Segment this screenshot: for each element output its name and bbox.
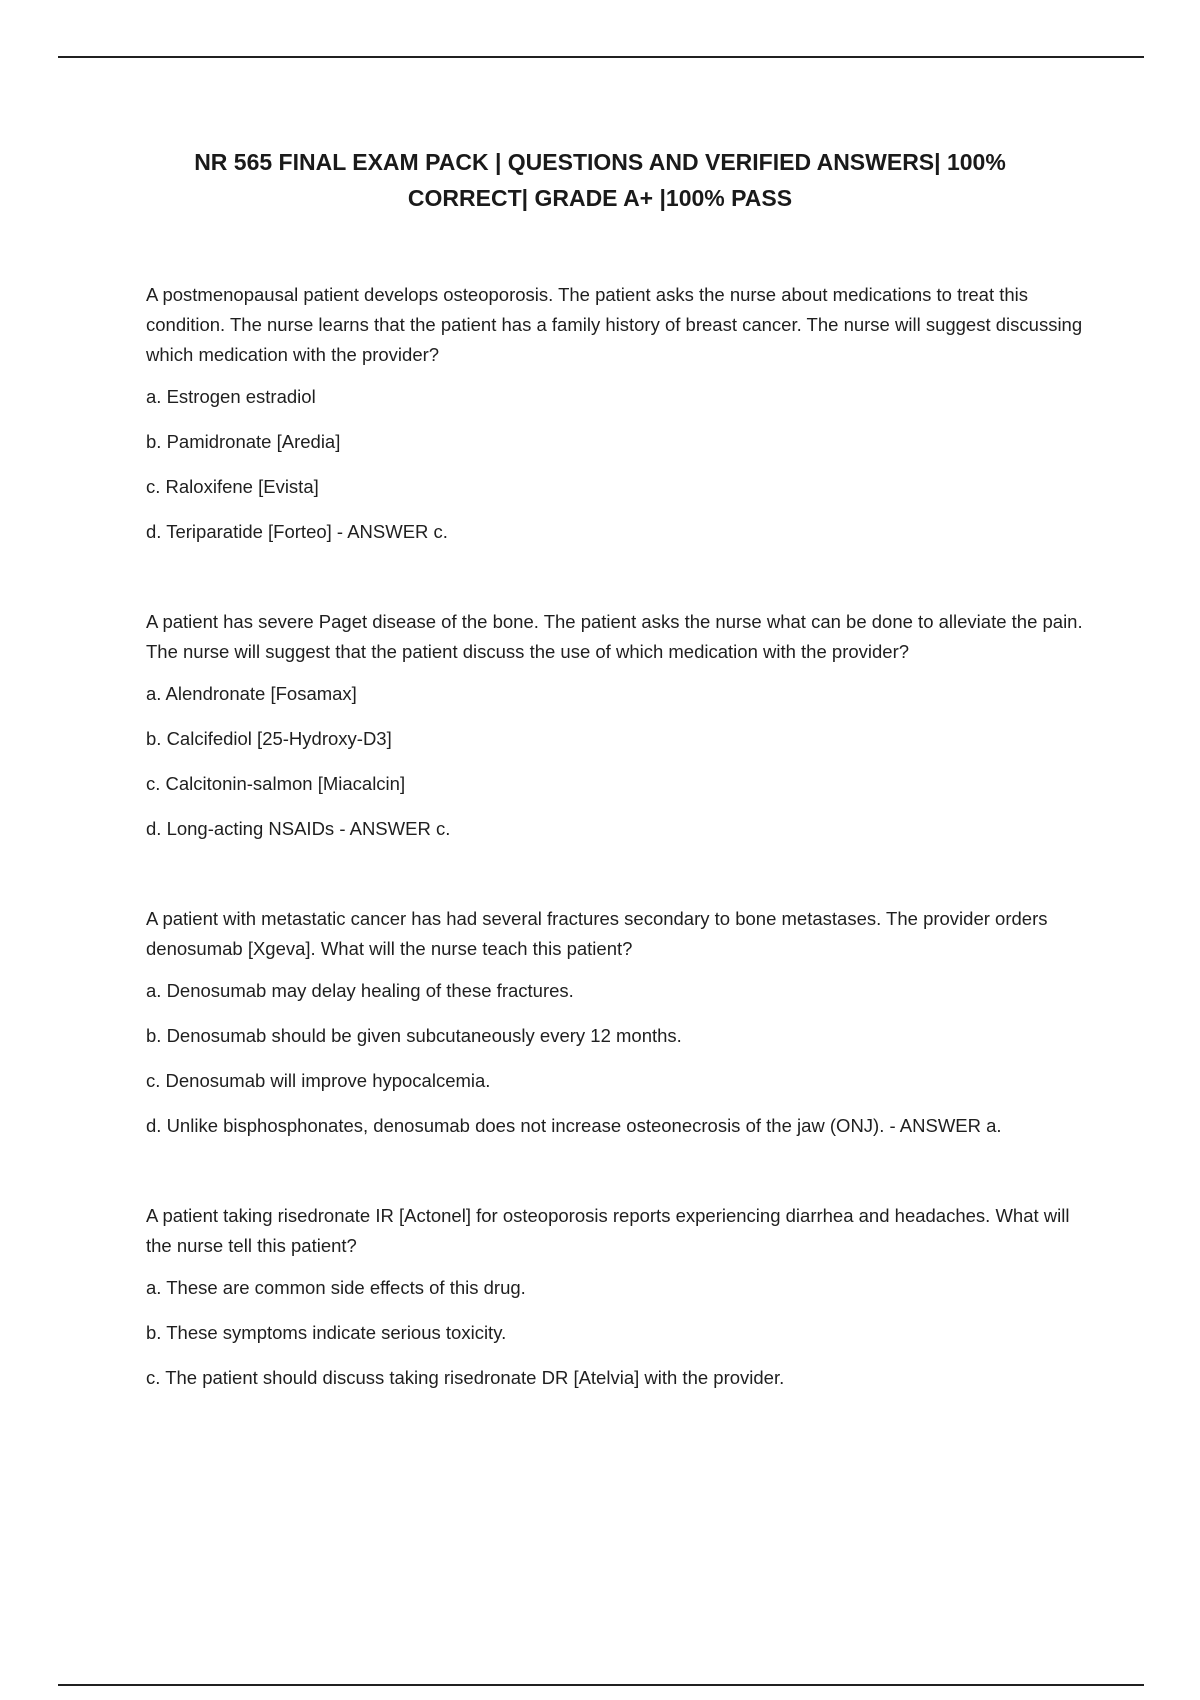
question-3 bbox=[146, 904, 1096, 1141]
footer-rule bbox=[58, 1684, 1144, 1686]
answer-option: c. Raloxifene [Evista] bbox=[146, 476, 319, 497]
question-4 bbox=[146, 1201, 1096, 1393]
answer-option: b. Calcifediol [25-Hydroxy-D3] bbox=[146, 728, 392, 749]
question-stem: A patient has severe Paget disease of the bone. The patient asks the nurse what can be done to alleviate the pain. The nurse will suggest that the patient discuss the use of which medication with the provider? bbox=[146, 611, 1083, 662]
answer-option: d. Teriparatide [Forteo] - ANSWER c. bbox=[146, 521, 448, 542]
question-stem: A postmenopausal patient develops osteoporosis. The patient asks the nurse about medications to treat this condition. The nurse learns that the patient has a family history of breast cancer. The nurse will suggest discussing which medication with the provider? bbox=[146, 284, 1083, 365]
answer-option: b. Denosumab should be given subcutaneously every 12 months. bbox=[146, 1025, 682, 1046]
answer-option: c. Calcitonin-salmon [Miacalcin] bbox=[146, 773, 406, 794]
answer-option: a. Alendronate [Fosamax] bbox=[146, 683, 357, 704]
title-line-2: CORRECT| GRADE A+ |100% PASS bbox=[407, 185, 793, 211]
question-stem: A patient taking risedronate IR [Actonel] for osteoporosis reports experiencing diarrhea and headaches. What will the nurse tell this patient? bbox=[146, 1205, 1070, 1256]
question-1 bbox=[146, 280, 1096, 547]
answer-option: d. Long-acting NSAIDs - ANSWER c. bbox=[146, 818, 451, 839]
answer-option: a. Estrogen estradiol bbox=[146, 386, 316, 407]
answer-option: c. The patient should discuss taking risedronate DR [Atelvia] with the provider. bbox=[146, 1367, 785, 1388]
answer-option: d. Unlike bisphosphonates, denosumab does not increase osteonecrosis of the jaw (ONJ). - ANSWER a. bbox=[146, 1115, 1002, 1136]
answer-option: b. Pamidronate [Aredia] bbox=[146, 431, 341, 452]
question-stem: A patient with metastatic cancer has had several fractures secondary to bone metastases. The provider orders denosumab [Xgeva]. What will the nurse teach this patient? bbox=[146, 908, 1048, 959]
answer-option: a. Denosumab may delay healing of these fractures. bbox=[146, 980, 574, 1001]
answer-option: c. Denosumab will improve hypocalcemia. bbox=[146, 1070, 491, 1091]
title-line-1: NR 565 FINAL EXAM PACK | QUESTIONS AND VERIFIED ANSWERS| 100% bbox=[194, 149, 1006, 175]
question-2 bbox=[146, 607, 1096, 844]
question-list bbox=[146, 280, 1096, 1453]
answer-option: a. These are common side effects of this drug. bbox=[146, 1277, 526, 1298]
answer-option: b. These symptoms indicate serious toxicity. bbox=[146, 1322, 507, 1343]
header-rule bbox=[58, 56, 1144, 58]
document-title bbox=[140, 144, 1060, 216]
